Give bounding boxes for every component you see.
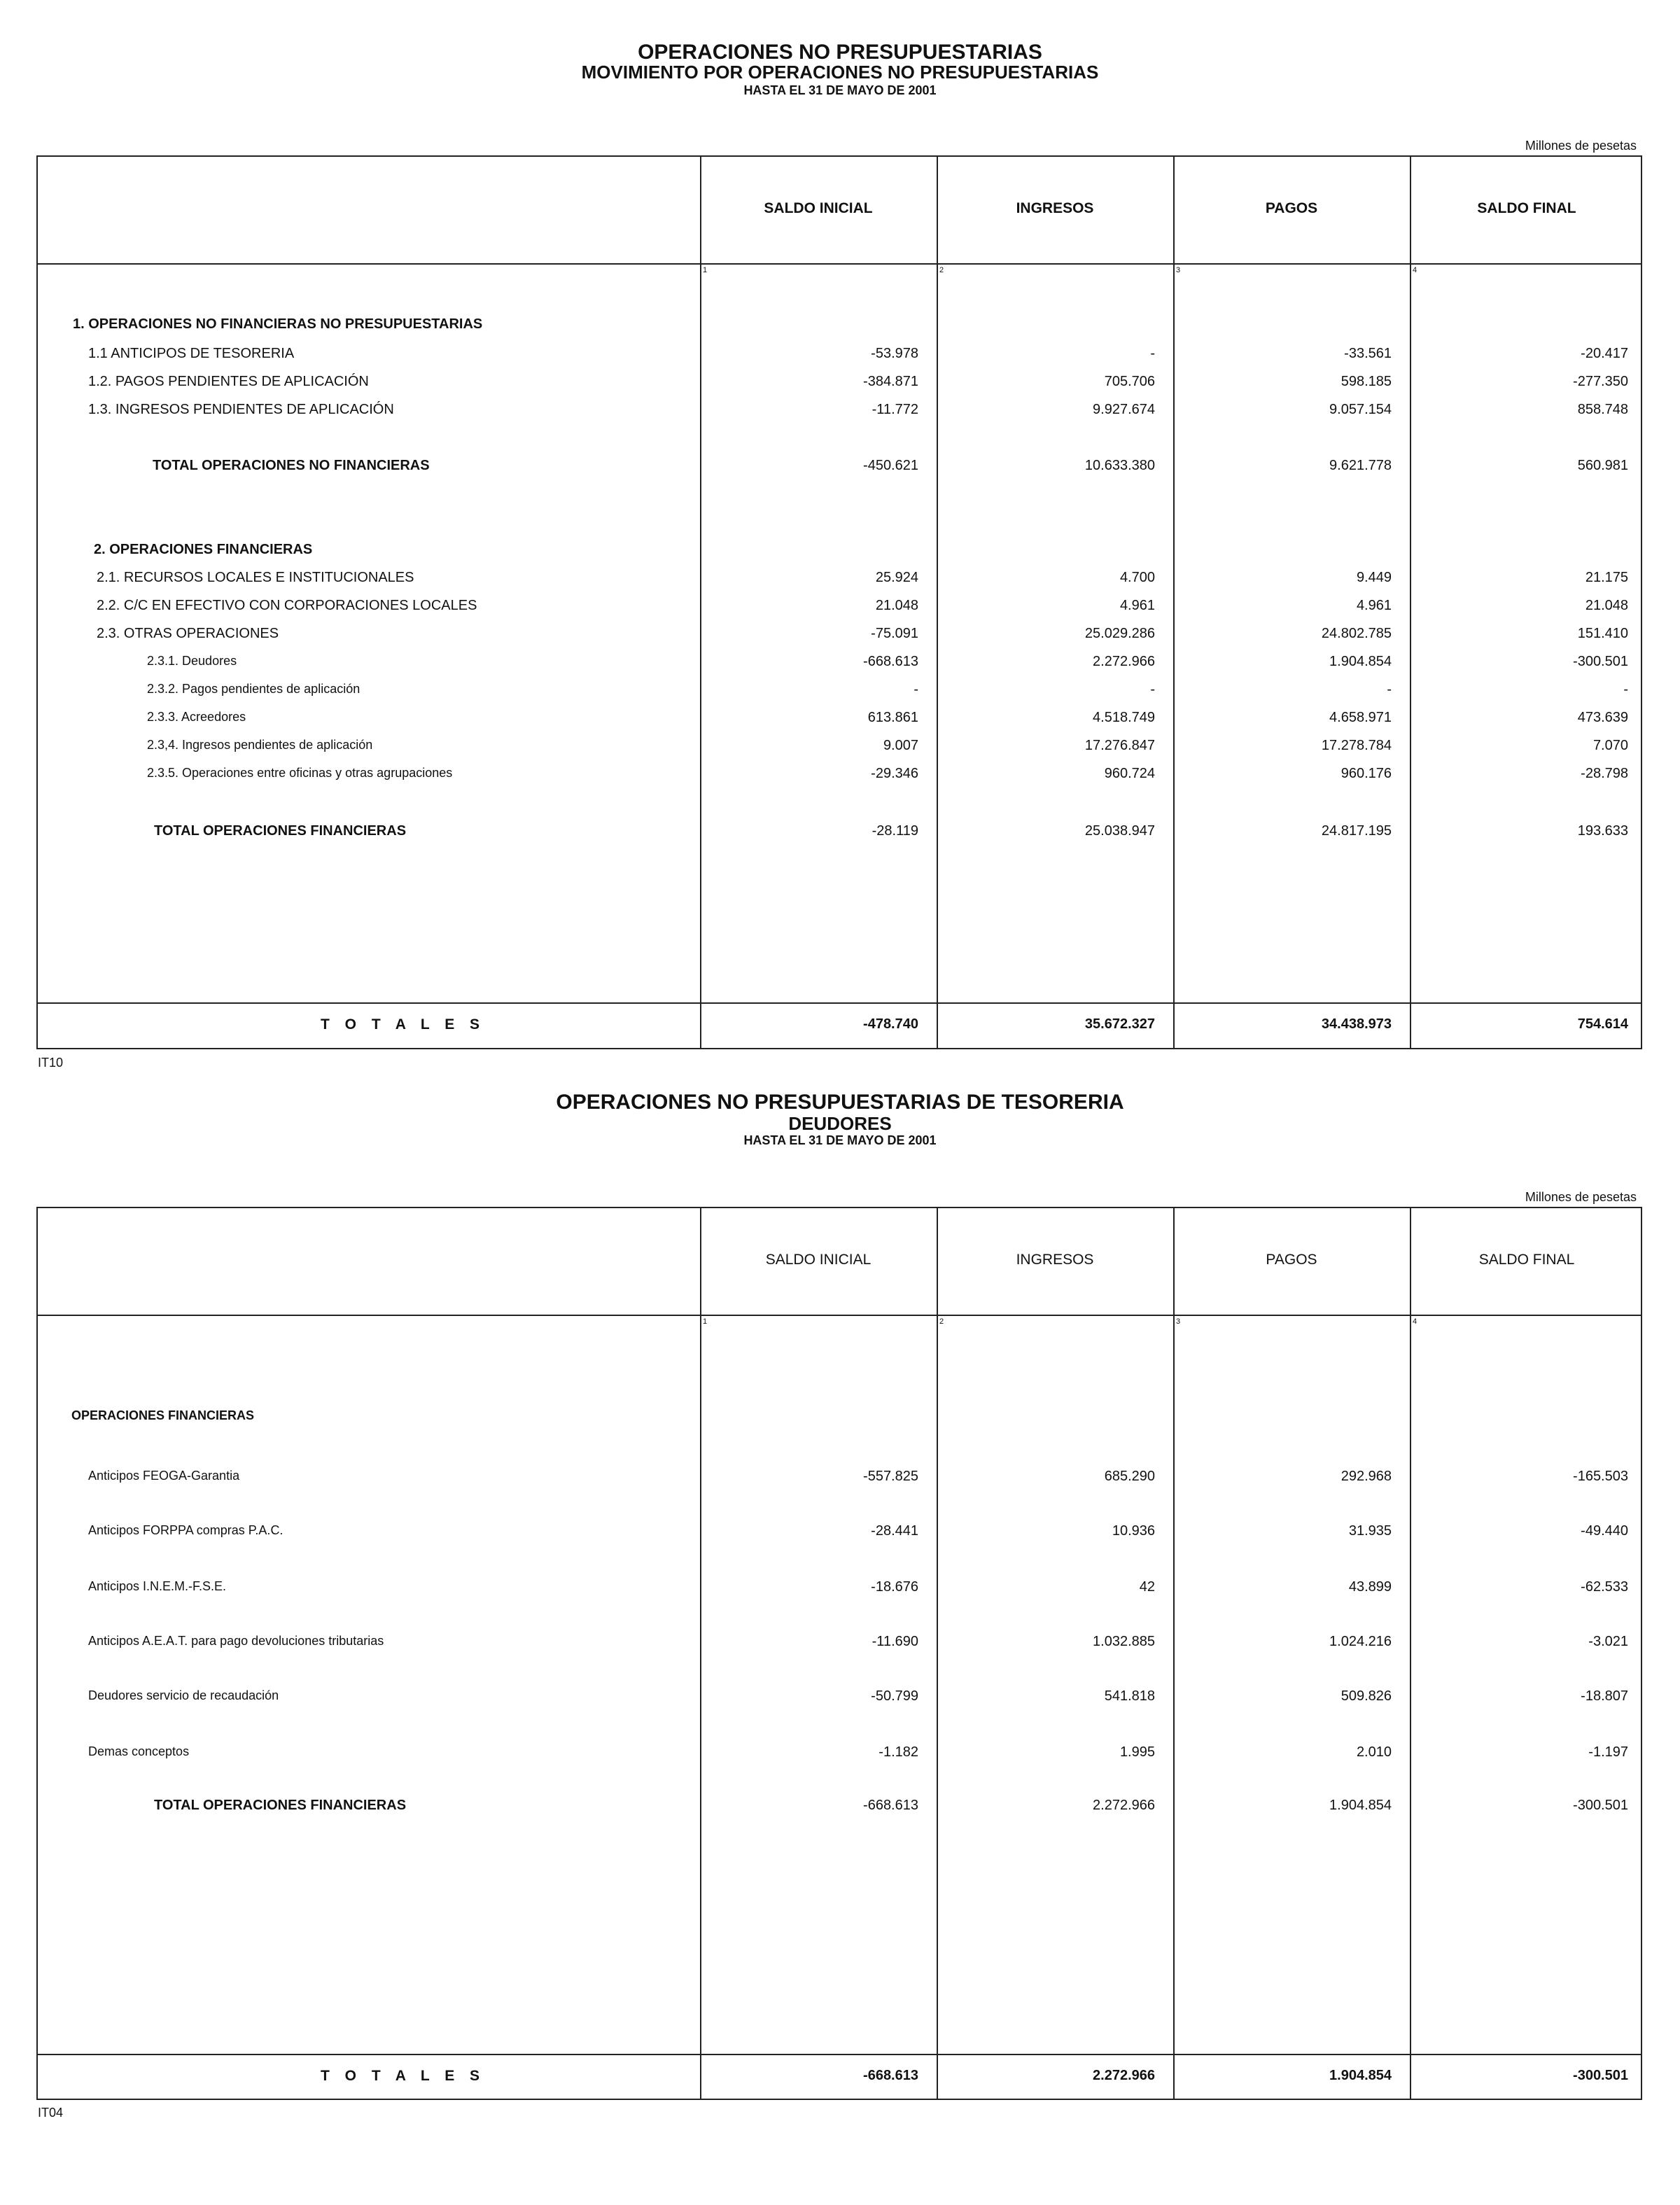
t2-colnum-1: 1: [703, 1317, 708, 1326]
t2-title: OPERACIONES NO PRESUPUESTARIAS DE TESORERIA: [556, 1091, 1124, 1114]
t1-row-label: 1.3. INGRESOS PENDIENTES DE APLICACIÓN: [88, 402, 394, 417]
t2-row-value: -18.676: [871, 1579, 918, 1595]
t2-row-value: -1.197: [1588, 1744, 1628, 1760]
t1-row-value: 1.904.854: [1329, 654, 1392, 669]
t2-row-value: -300.501: [1573, 1798, 1628, 1813]
t2-table: [36, 1207, 1642, 2100]
t2-subtitle: DEUDORES: [788, 1113, 892, 1134]
t1-row-value: 858.748: [1577, 402, 1628, 417]
t1-row-label: TOTAL OPERACIONES FINANCIERAS: [154, 823, 407, 839]
t1-row-value: -300.501: [1573, 654, 1628, 669]
t2-row-value: 541.818: [1104, 1688, 1155, 1704]
t1-row-value: 24.802.785: [1321, 626, 1392, 641]
t2-row-value: 1.904.854: [1329, 1798, 1392, 1813]
t2-row-value: 43.899: [1348, 1579, 1392, 1595]
t2-row-label: OPERACIONES FINANCIERAS: [71, 1408, 255, 1422]
t2-row-value: -11.690: [872, 1634, 918, 1649]
t2-row-value: 42: [1139, 1579, 1155, 1595]
t1-row-value: -384.871: [863, 374, 918, 389]
t1-total-pagos: 34.438.973: [1321, 1016, 1392, 1032]
t1-code: IT10: [38, 1056, 64, 1070]
t1-row-value: -668.613: [863, 654, 918, 669]
t1-row-value: -28.119: [872, 823, 918, 839]
t1-colnum-1: 1: [703, 266, 708, 274]
t1-row-value: 705.706: [1104, 374, 1155, 389]
t1-row-value: -277.350: [1573, 374, 1628, 389]
t1-row-value: 960.724: [1104, 766, 1155, 781]
t1-row-label: 2.3,4. Ingresos pendientes de aplicación: [147, 738, 373, 752]
t2-col-saldo-inicial: SALDO INICIAL: [765, 1252, 872, 1268]
t1-totals-label: T O T A L E S: [321, 1016, 486, 1032]
t1-col-saldo-inicial: SALDO INICIAL: [764, 200, 873, 216]
t2-colnum-3: 3: [1176, 1317, 1181, 1326]
t2-row-value: -49.440: [1581, 1523, 1628, 1539]
t1-row-value: 10.633.380: [1084, 458, 1155, 473]
t2-row-value: 2.010: [1356, 1744, 1392, 1760]
t1-row-value: 21.048: [875, 598, 918, 613]
t2-row-label: Anticipos FORPPA compras P.A.C.: [88, 1523, 284, 1537]
t1-row-label: 1.2. PAGOS PENDIENTES DE APLICACIÓN: [88, 374, 369, 389]
t1-units: Millones de pesetas: [1525, 139, 1637, 153]
t1-row-value: 17.278.784: [1321, 738, 1392, 753]
t2-units: Millones de pesetas: [1525, 1190, 1637, 1204]
t1-row-value: 4.700: [1119, 570, 1155, 585]
t1-row-value: 25.029.286: [1084, 626, 1155, 641]
t2-row-label: TOTAL OPERACIONES FINANCIERAS: [154, 1798, 407, 1813]
t2-row-value: 1.995: [1119, 1744, 1155, 1760]
t1-col-pagos: PAGOS: [1265, 200, 1318, 216]
t2-row-value: -50.799: [871, 1688, 918, 1704]
t2-row-value: -557.825: [863, 1469, 918, 1484]
t1-col-ingresos: INGRESOS: [1016, 200, 1094, 216]
t1-subtitle: MOVIMIENTO POR OPERACIONES NO PRESUPUESTARIAS: [581, 62, 1099, 83]
t2-total-saldo-final: -300.501: [1573, 2068, 1628, 2083]
t1-row-value: -450.621: [863, 458, 918, 473]
t1-row-value: -11.772: [872, 402, 918, 417]
t1-row-value: 25.924: [875, 570, 918, 585]
t2-row-value: -18.807: [1581, 1688, 1628, 1704]
t1-col-saldo-final: SALDO FINAL: [1477, 200, 1576, 216]
t2-row-value: 685.290: [1104, 1469, 1155, 1484]
t1-row-value: 7.070: [1592, 738, 1628, 753]
t2-row-value: 1.032.885: [1093, 1634, 1155, 1649]
t2-row-value: -165.503: [1573, 1469, 1628, 1484]
t1-row-label: 2. OPERACIONES FINANCIERAS: [94, 542, 313, 557]
t1-row-value: -33.561: [1344, 346, 1392, 361]
t1-total-saldo-final: 754.614: [1577, 1016, 1628, 1032]
t1-row-label: 2.3.2. Pagos pendientes de aplicación: [147, 682, 360, 696]
t2-row-value: 292.968: [1340, 1469, 1392, 1484]
t1-row-value: -: [1623, 682, 1628, 697]
t2-row-value: -62.533: [1581, 1579, 1628, 1595]
t1-row-value: 9.007: [883, 738, 918, 753]
t1-row-value: 613.861: [867, 710, 918, 725]
t1-colnum-2: 2: [939, 266, 944, 274]
t1-row-value: -: [1150, 682, 1155, 697]
t2-row-value: -3.021: [1588, 1634, 1628, 1649]
t1-colnum-4: 4: [1413, 266, 1418, 274]
t2-row-label: Anticipos FEOGA-Garantia: [88, 1469, 240, 1483]
t1-row-value: 9.449: [1356, 570, 1392, 585]
t1-total-saldo-inicial: -478.740: [863, 1016, 918, 1032]
t1-row-value: 17.276.847: [1084, 738, 1155, 753]
t1-row-value: 21.048: [1585, 598, 1628, 613]
t1-row-value: 21.175: [1585, 570, 1628, 585]
t1-row-value: -20.417: [1581, 346, 1628, 361]
t1-row-value: 193.633: [1577, 823, 1628, 839]
t1-table: [36, 155, 1642, 1049]
t2-row-value: -668.613: [863, 1798, 918, 1813]
t1-row-label: TOTAL OPERACIONES NO FINANCIERAS: [153, 458, 430, 473]
t2-row-value: -28.441: [871, 1523, 918, 1539]
t1-row-value: 25.038.947: [1084, 823, 1155, 839]
t1-row-label: 1.1 ANTICIPOS DE TESORERIA: [88, 346, 295, 361]
t1-row-value: 9.927.674: [1093, 402, 1155, 417]
t1-row-value: -53.978: [871, 346, 918, 361]
t2-colnum-2: 2: [939, 1317, 944, 1326]
t1-row-value: -: [913, 682, 918, 697]
t1-row-value: 9.621.778: [1329, 458, 1392, 473]
t2-row-value: 509.826: [1340, 1688, 1392, 1704]
t1-row-value: -75.091: [871, 626, 918, 641]
t1-row-label: 2.3.5. Operaciones entre oficinas y otras agrupaciones: [147, 766, 453, 780]
t1-row-value: 4.961: [1356, 598, 1392, 613]
t1-row-value: 4.658.971: [1329, 710, 1392, 725]
t2-row-value: 10.936: [1112, 1523, 1155, 1539]
t2-total-saldo-inicial: -668.613: [863, 2068, 918, 2083]
t1-total-ingresos: 35.672.327: [1084, 1016, 1155, 1032]
t2-row-value: -1.182: [878, 1744, 918, 1760]
t1-row-label: 2.3. OTRAS OPERACIONES: [97, 626, 279, 641]
t2-date: HASTA EL 31 DE MAYO DE 2001: [743, 1133, 937, 1147]
t1-row-label: 2.3.1. Deudores: [147, 654, 237, 668]
t2-row-label: Demas conceptos: [88, 1744, 190, 1758]
t1-row-label: 2.1. RECURSOS LOCALES E INSTITUCIONALES: [97, 570, 414, 585]
t1-row-label: 2.3.3. Acreedores: [147, 710, 246, 724]
t1-row-value: 473.639: [1577, 710, 1628, 725]
t2-code: IT04: [38, 2106, 64, 2120]
t2-col-pagos: PAGOS: [1266, 1252, 1317, 1268]
t1-row-value: 4.961: [1119, 598, 1155, 613]
t2-colnum-4: 4: [1413, 1317, 1418, 1326]
t2-row-label: Deudores servicio de recaudación: [88, 1688, 279, 1702]
t1-row-value: 4.518.749: [1093, 710, 1155, 725]
t1-row-value: -: [1387, 682, 1392, 697]
t2-row-value: 31.935: [1348, 1523, 1392, 1539]
t2-row-value: 2.272.966: [1093, 1798, 1155, 1813]
t1-row-value: 560.981: [1577, 458, 1628, 473]
t2-row-value: 1.024.216: [1329, 1634, 1392, 1649]
t2-row-label: Anticipos A.E.A.T. para pago devoluciones tributarias: [88, 1634, 384, 1648]
t1-row-value: 24.817.195: [1321, 823, 1392, 839]
t2-row-label: Anticipos I.N.E.M.-F.S.E.: [88, 1579, 227, 1593]
t1-row-value: -29.346: [871, 766, 918, 781]
t1-row-value: -28.798: [1581, 766, 1628, 781]
t1-colnum-3: 3: [1176, 266, 1181, 274]
t2-total-pagos: 1.904.854: [1329, 2068, 1392, 2083]
t1-row-value: 2.272.966: [1093, 654, 1155, 669]
t2-col-saldo-final: SALDO FINAL: [1478, 1252, 1575, 1268]
t2-col-ingresos: INGRESOS: [1016, 1252, 1094, 1268]
t1-row-value: 9.057.154: [1329, 402, 1392, 417]
t1-row-value: 598.185: [1340, 374, 1392, 389]
t2-total-ingresos: 2.272.966: [1093, 2068, 1155, 2083]
t1-row-label: 2.2. C/C EN EFECTIVO CON CORPORACIONES LOCALES: [97, 598, 477, 613]
t1-row-value: 960.176: [1340, 766, 1392, 781]
t1-date: HASTA EL 31 DE MAYO DE 2001: [743, 83, 937, 97]
t1-row-value: 151.410: [1577, 626, 1628, 641]
t1-row-label: 1. OPERACIONES NO FINANCIERAS NO PRESUPUESTARIAS: [73, 316, 483, 332]
t1-title: OPERACIONES NO PRESUPUESTARIAS: [638, 41, 1042, 64]
t1-row-value: -: [1150, 346, 1155, 361]
t2-totals-label: T O T A L E S: [321, 2068, 486, 2084]
